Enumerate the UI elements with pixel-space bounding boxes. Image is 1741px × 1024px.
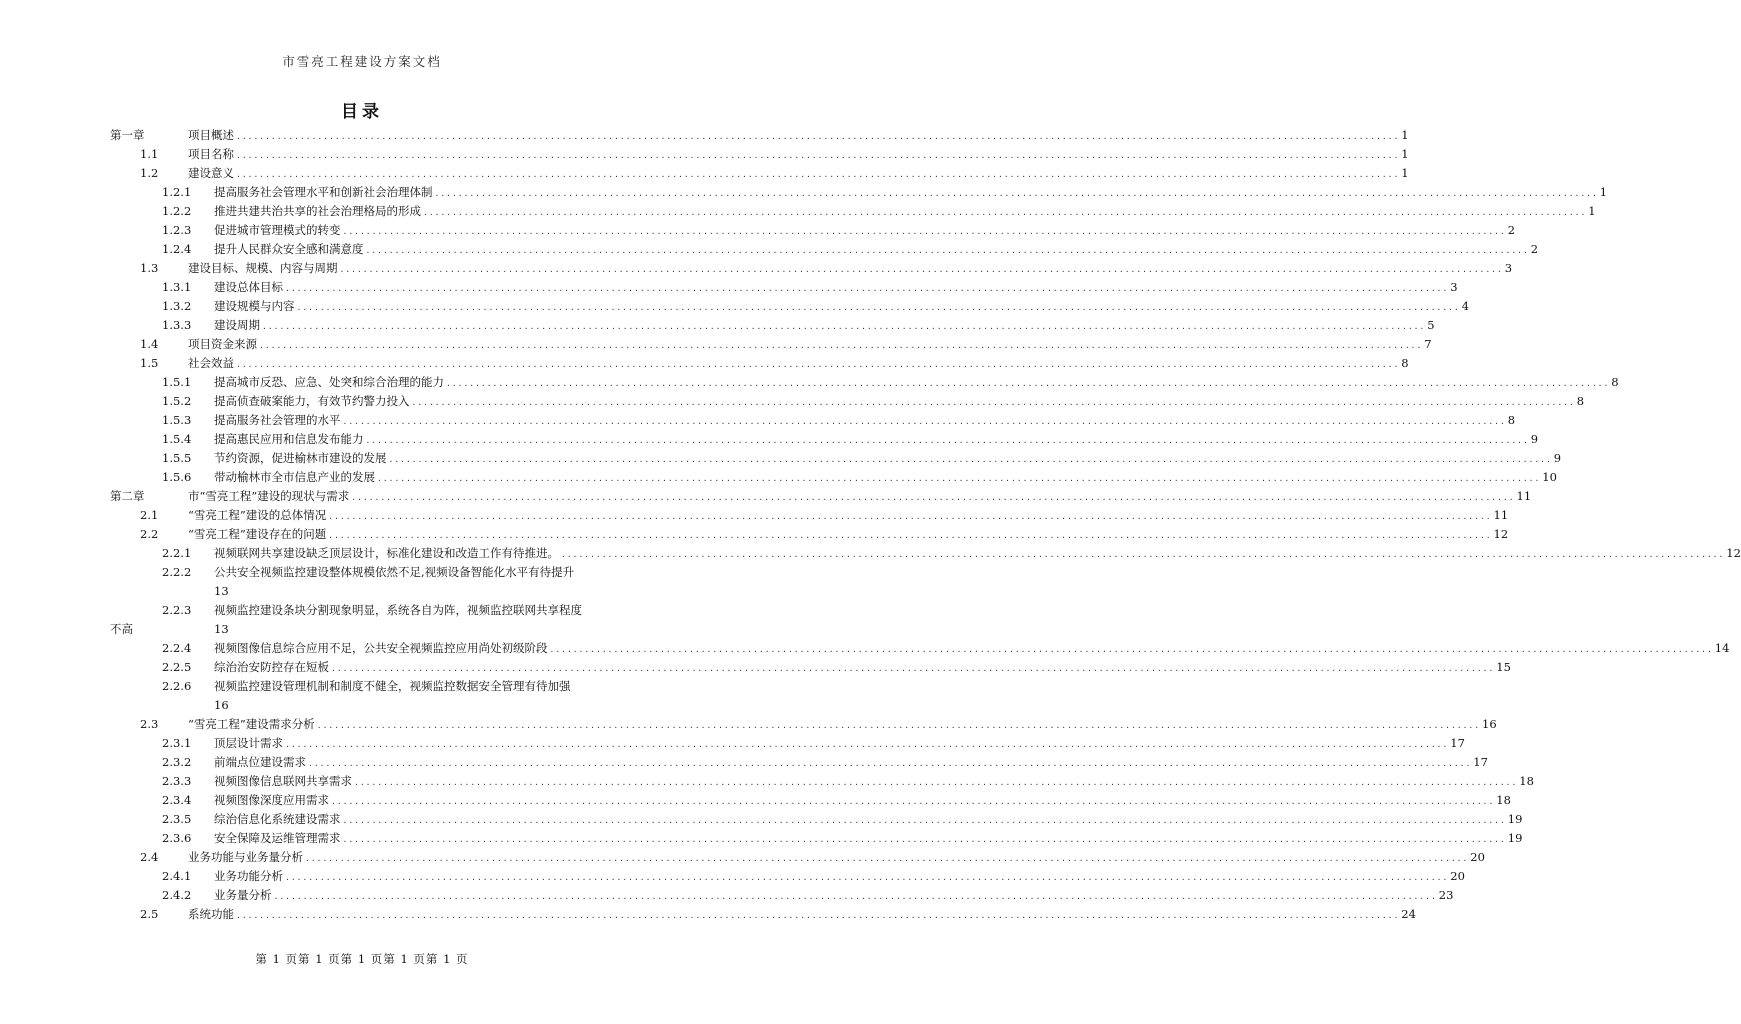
toc-entry[interactable]: [110, 335, 1432, 354]
toc-entry[interactable]: [110, 563, 614, 601]
toc-entry-title: 提升人民群众安全感和满意度: [214, 242, 364, 256]
toc-entry[interactable]: [110, 639, 1730, 658]
toc-entry-page: 8: [1611, 375, 1619, 389]
toc-entry-number: 1.5.5: [162, 451, 192, 465]
toc-entry-number: 1.2.3: [162, 223, 192, 237]
toc-entry-page: 9: [1553, 451, 1562, 465]
toc-entry-continuation: 不高: [110, 622, 133, 636]
toc-entry-number: 1.3.2: [162, 299, 192, 313]
toc-entry-number: 2.3.3: [162, 774, 192, 788]
toc-entry[interactable]: [110, 867, 1465, 886]
page-title: 目录: [341, 102, 383, 122]
toc-leader-dots: [351, 488, 1514, 507]
toc-entry[interactable]: [110, 316, 1435, 335]
toc-entry-page: 8: [1576, 394, 1585, 408]
toc-leader-dots: [259, 336, 1422, 355]
toc-entry-number: 1.3.3: [162, 318, 192, 332]
toc-leader-dots: [366, 241, 1529, 260]
toc-entry-number: 2.3.5: [162, 812, 192, 826]
toc-entry-number: 第一章: [110, 128, 145, 142]
toc-entry[interactable]: [110, 354, 1409, 373]
toc-leader-dots: [354, 773, 1517, 792]
toc-entry-title: 建设总体目标: [214, 280, 283, 294]
toc-entry-title: 公共安全视频监控建设整体规模依然不足,视频设备智能化水平有待提升: [214, 565, 575, 579]
toc-entry-title: 视频监控建设条块分割现象明显，系统各自为阵，视频监控联网共享程度: [214, 603, 582, 617]
toc-leader-dots: [377, 469, 1540, 488]
toc-entry[interactable]: [110, 544, 1741, 563]
toc-entry-page: 9: [1530, 432, 1539, 446]
toc-entry-page: 20: [1450, 869, 1465, 883]
toc-entry[interactable]: [110, 487, 1532, 506]
toc-leader-dots: [561, 545, 1724, 564]
toc-entry-title: 建设周期: [214, 318, 260, 332]
toc-entry-title: “雪亮工程”建设存在的问题: [188, 527, 327, 541]
toc-leader-dots: [366, 431, 1529, 450]
toc-entry-title: 视频图像信息综合应用不足，公共安全视频监控应用尚处初级阶段: [214, 641, 548, 655]
toc-leader-dots: [331, 792, 1494, 811]
toc-entry-title: 视频图像信息联网共享需求: [214, 774, 352, 788]
toc-entry[interactable]: [110, 392, 1585, 411]
toc-entry-page: 1: [1401, 128, 1409, 142]
toc-leader-dots: [412, 393, 1575, 412]
toc-leader-dots: [236, 355, 1399, 374]
table-of-contents: [110, 126, 1741, 924]
toc-entry[interactable]: [110, 126, 1409, 145]
toc-entry-page: 19: [1507, 812, 1523, 826]
toc-entry-page: 3: [1504, 261, 1513, 275]
toc-entry-page: 11: [1516, 489, 1532, 503]
toc-entry-page: 20: [1470, 850, 1485, 864]
toc-entry-page: 10: [1542, 470, 1557, 484]
toc-leader-dots: [297, 298, 1460, 317]
toc-leader-dots: [285, 735, 1448, 754]
toc-entry-title: 安全保障及运维管理需求: [214, 831, 341, 845]
toc-entry[interactable]: [110, 183, 1608, 202]
toc-entry-title: 提高城市反恐、应急、处突和综合治理的能力: [214, 375, 444, 389]
toc-entry-number: 2.4.1: [162, 869, 192, 883]
toc-leader-dots: [236, 127, 1399, 146]
toc-entry-number: 2.3: [140, 717, 159, 731]
toc-entry-title: 前端点位建设需求: [214, 755, 306, 769]
toc-entry-page: 2: [1507, 223, 1516, 237]
toc-leader-dots: [285, 279, 1448, 298]
toc-entry-page: 1: [1401, 166, 1409, 180]
toc-entry-title: 推进共建共治共享的社会治理格局的形成: [214, 204, 421, 218]
toc-entry-title: 提高侦查破案能力，有效节约警力投入: [214, 394, 410, 408]
toc-leader-dots: [343, 412, 1506, 431]
toc-entry[interactable]: [110, 658, 1511, 677]
toc-entry-title: 节约资源，促进榆林市建设的发展: [214, 451, 387, 465]
toc-entry-number: 1.2: [140, 166, 159, 180]
toc-entry-page: 17: [1473, 755, 1488, 769]
toc-entry-title: 视频图像深度应用需求: [214, 793, 329, 807]
toc-entry-title: 系统功能: [188, 907, 234, 921]
toc-entry[interactable]: [110, 373, 1619, 392]
toc-entry-title: “雪亮工程”建设需求分析: [188, 717, 315, 731]
toc-leader-dots: [236, 906, 1399, 925]
toc-entry[interactable]: [110, 468, 1557, 487]
toc-entry-number: 2.3.1: [162, 736, 192, 750]
toc-entry[interactable]: [110, 145, 1409, 164]
toc-entry-page: 8: [1401, 356, 1409, 370]
toc-entry-title: 建设规模与内容: [214, 299, 295, 313]
toc-entry-number: 1.4: [140, 337, 159, 351]
toc-entry-title: 建设目标、规模、内容与周期: [188, 261, 338, 275]
toc-entry-title: “雪亮工程”建设的总体情况: [188, 508, 327, 522]
toc-entry-title: 项目名称: [188, 147, 234, 161]
toc-entry-number: 2.4: [140, 850, 159, 864]
toc-entry-page: 17: [1450, 736, 1465, 750]
toc-entry-page: 13: [214, 622, 229, 636]
toc-leader-dots: [435, 184, 1598, 203]
toc-entry-page: 2: [1530, 242, 1539, 256]
toc-leader-dots: [340, 260, 1503, 279]
toc-entry[interactable]: [110, 829, 1523, 848]
toc-entry-number: 1.2.4: [162, 242, 192, 256]
toc-entry-page: 12: [1726, 546, 1741, 560]
toc-entry-page: 13: [214, 584, 229, 598]
toc-entry-number: 1.5.3: [162, 413, 192, 427]
toc-entry-number: 1.5.1: [162, 375, 192, 389]
toc-entry-page: 24: [1401, 907, 1416, 921]
toc-entry-number: 2.3.2: [162, 755, 192, 769]
toc-leader-dots: [274, 887, 1437, 906]
toc-entry[interactable]: [110, 259, 1513, 278]
toc-entry-page: 3: [1450, 280, 1458, 294]
toc-entry[interactable]: [110, 753, 1488, 772]
toc-entry[interactable]: [110, 905, 1416, 924]
toc-entry-number: 1.2.2: [162, 204, 192, 218]
toc-entry[interactable]: [110, 202, 1596, 221]
toc-entry[interactable]: [110, 449, 1562, 468]
toc-leader-dots: [328, 526, 1491, 545]
toc-entry-number: 1.5: [140, 356, 159, 370]
toc-entry-title: 视频监控建设管理机制和制度不健全，视频监控数据安全管理有待加强: [214, 679, 571, 693]
toc-leader-dots: [285, 868, 1448, 887]
toc-entry[interactable]: [110, 791, 1511, 810]
toc-entry[interactable]: [110, 677, 614, 715]
toc-entry-title: 业务量分析: [214, 888, 272, 902]
toc-entry-page: 14: [1714, 641, 1730, 655]
toc-entry-page: 16: [214, 698, 229, 712]
toc-entry-title: 项目概述: [188, 128, 234, 142]
toc-entry-title: 综治治安防控存在短板: [214, 660, 329, 674]
toc-entry[interactable]: [110, 848, 1485, 867]
toc-leader-dots: [343, 830, 1506, 849]
toc-entry-number: 2.2.4: [162, 641, 192, 655]
toc-entry[interactable]: [110, 278, 1458, 297]
toc-entry-page: 1: [1599, 185, 1608, 199]
toc-entry-number: 1.2.1: [162, 185, 192, 199]
toc-entry[interactable]: [110, 525, 1509, 544]
toc-entry-number: 2.2.3: [162, 603, 192, 617]
toc-entry-number: 1.3: [140, 261, 159, 275]
toc-entry-number: 1.5.2: [162, 394, 192, 408]
document-header: 市雪亮工程建设方案文档: [282, 54, 442, 69]
toc-entry[interactable]: [110, 506, 1509, 525]
toc-entry-title: 市“雪亮工程”建设的现状与需求: [188, 489, 350, 503]
toc-entry-page: 18: [1496, 793, 1511, 807]
toc-entry[interactable]: [110, 601, 614, 639]
toc-leader-dots: [328, 507, 1491, 526]
toc-entry[interactable]: [110, 297, 1470, 316]
toc-entry-number: 1.5.6: [162, 470, 192, 484]
toc-entry[interactable]: [110, 772, 1534, 791]
toc-entry-number: 2.2.2: [162, 565, 192, 579]
toc-entry-number: 2.3.4: [162, 793, 192, 807]
toc-leader-dots: [389, 450, 1552, 469]
toc-leader-dots: [305, 849, 1468, 868]
toc-entry-title: 建设意义: [188, 166, 234, 180]
toc-entry-number: 2.4.2: [162, 888, 192, 902]
toc-entry-number: 2.2.1: [162, 546, 192, 560]
toc-entry-number: 1.1: [140, 147, 159, 161]
toc-entry-page: 8: [1507, 413, 1516, 427]
toc-leader-dots: [262, 317, 1425, 336]
toc-leader-dots: [423, 203, 1586, 222]
toc-entry-page: 23: [1438, 888, 1454, 902]
toc-entry-page: 18: [1519, 774, 1534, 788]
toc-entry[interactable]: [110, 164, 1409, 183]
toc-entry-number: 2.2: [140, 527, 159, 541]
toc-entry-page: 1: [1401, 147, 1409, 161]
toc-leader-dots: [317, 716, 1480, 735]
toc-entry-title: 社会效益: [188, 356, 234, 370]
toc-entry-number: 2.3.6: [162, 831, 192, 845]
toc-entry-page: 11: [1493, 508, 1509, 522]
toc-entry-title: 带动榆林市全市信息产业的发展: [214, 470, 375, 484]
toc-leader-dots: [236, 165, 1399, 184]
toc-leader-dots: [331, 659, 1494, 678]
toc-entry[interactable]: [110, 221, 1516, 240]
toc-entry[interactable]: [110, 240, 1539, 259]
toc-leader-dots: [236, 146, 1399, 165]
toc-entry[interactable]: [110, 715, 1497, 734]
toc-entry-number: 第二章: [110, 489, 145, 503]
toc-entry-number: 1.3.1: [162, 280, 192, 294]
toc-entry-title: 视频联网共享建设缺乏顶层设计，标准化建设和改造工作有待推进。: [214, 546, 559, 560]
page-footer: 第 1 页第 1 页第 1 页第 1 页第 1 页: [255, 952, 469, 966]
toc-entry-title: 促进城市管理模式的转变: [214, 223, 341, 237]
toc-leader-dots: [550, 640, 1713, 659]
toc-entry[interactable]: [110, 886, 1454, 905]
toc-leader-dots: [343, 811, 1506, 830]
toc-entry[interactable]: [110, 430, 1539, 449]
toc-leader-dots: [308, 754, 1471, 773]
toc-entry-page: 15: [1496, 660, 1511, 674]
toc-entry-page: 4: [1461, 299, 1470, 313]
toc-entry-number: 2.2.5: [162, 660, 192, 674]
toc-entry-title: 业务功能分析: [214, 869, 283, 883]
toc-entry-page: 5: [1427, 318, 1435, 332]
toc-entry-title: 提高惠民应用和信息发布能力: [214, 432, 364, 446]
toc-entry-page: 19: [1507, 831, 1523, 845]
toc-entry[interactable]: [110, 810, 1523, 829]
toc-entry-title: 综治信息化系统建设需求: [214, 812, 341, 826]
toc-entry-number: 1.5.4: [162, 432, 192, 446]
toc-entry[interactable]: [110, 734, 1465, 753]
toc-entry-number: 2.1: [140, 508, 159, 522]
toc-entry-title: 顶层设计需求: [214, 736, 283, 750]
toc-entry-title: 提高服务社会管理的水平: [214, 413, 341, 427]
toc-entry-number: 2.5: [140, 907, 159, 921]
toc-entry-page: 16: [1482, 717, 1497, 731]
toc-entry-page: 12: [1493, 527, 1509, 541]
toc-entry-title: 项目资金来源: [188, 337, 257, 351]
toc-leader-dots: [446, 374, 1609, 393]
toc-entry[interactable]: [110, 411, 1516, 430]
toc-entry-page: 7: [1424, 337, 1432, 351]
toc-entry-title: 业务功能与业务量分析: [188, 850, 303, 864]
toc-leader-dots: [343, 222, 1506, 241]
toc-entry-title: 提高服务社会管理水平和创新社会治理体制: [214, 185, 433, 199]
toc-entry-number: 2.2.6: [162, 679, 192, 693]
toc-entry-page: 1: [1588, 204, 1596, 218]
